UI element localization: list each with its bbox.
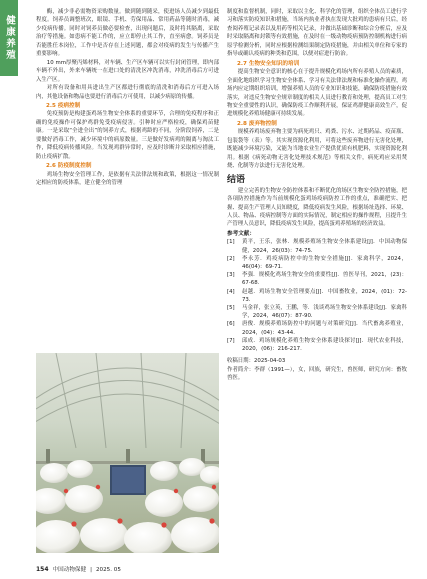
reference-index: [5]	[227, 304, 235, 311]
reference-text: 邱成．鸡场规模化养殖生物安全体系建设探讨[J]．现代农业科技，2020，(06)：216-217.	[242, 337, 407, 352]
conclusion-heading: 结语	[227, 174, 246, 185]
paragraph: 免疫预防是构建蛋鸡场生物安全体系的重要环节，合理的免疫程序和正确的免疫操作可保护鸡群免受疫病侵害。引种时应严格检疫，确保鸡苗健康。一是采取“全进全出”的饲养方式，根据鸡龄的不同，分阶段饲养，二是要做好消毒工作，减少环境中的病原数量。三是做好发病鸡的隔离与淘汰工作，降低疫病传播风险。当发现鸡群异常时，应及时诊断并采取相应措施，防止疫病扩散。	[36, 111, 219, 160]
reference-item	[227, 238, 407, 254]
reference-item	[227, 320, 407, 336]
reference-item	[227, 337, 407, 353]
article-meta	[227, 357, 407, 382]
received-date: 收稿日期：2025-04-03	[227, 358, 286, 365]
section-heading-2-5: 2.5 疫病控制	[46, 102, 81, 109]
issue-number: 2025. 05	[96, 567, 121, 573]
footer-divider: |	[90, 567, 92, 573]
journal-name: 中国动物保健	[52, 567, 87, 573]
page-footer	[36, 565, 121, 573]
reference-item	[227, 288, 407, 304]
paragraph: 提高生物安全意识的核心在于提升规模化鸡场内所有养殖人员的素质，全面化地组织学习生物安全体系、学习有关法律法规和标准化操作流程，鸡场内应定期组织培训，增强养殖人员的专业知识和技能，确保防疫措施有效落实，对违反生物安全规章制度的相关人员进行教育和处理，提高员工对生物安全重要性的认识，确保防疫工作顺利开展，保证鸡群健康高效生产，促进规模化养殖场健康可持续发展。	[227, 69, 407, 118]
reference-text: 李强．规模化鸡场生物安全的重要性[J]．兽医导刊，2021，(23)：67-68.	[242, 272, 407, 287]
section-heading-2-7: 2.7 生物安全知识的培训	[237, 60, 300, 67]
paragraph: 建立完善的生物安全防控体系和不断优化的场区生物安全防控措施，把各项防控措施作为当前规模化蛋鸡场疫病防控工作的重点，准确把实、把握、提高生产管理人员知晓度，降低疫病发生风险，根据场址选择、环境、人员、物品、疫病控制等方面的实际情况，制定相应的操作规程，且提升生产管理人员意识，降低疫病发生风险，提高蛋鸡养殖场的经济效益。	[227, 187, 407, 228]
section-heading-2-8: 2.8 废弃物控制	[237, 120, 277, 127]
reference-item	[227, 304, 407, 320]
right-column	[227, 8, 407, 383]
paragraph: 对所有设备和用具进出生产区都进行彻底的清洗和消毒后方可进入场内，其他设备和物品也要进行消毒后方可使用，以减少病原的传播。	[36, 85, 219, 100]
reference-text: 马金祥，张立英，王鹏，等．浅谈鸡场生物安全体系建设[J]．家禽科学，2024，46(07)：87-90.	[242, 304, 407, 320]
references-heading: 参考文献：	[227, 230, 255, 237]
reference-text: 赵越．鸡场生物安全管理要点[J]．中国畜牧业，2024，(01)：72-73.	[242, 288, 407, 303]
reference-list	[227, 238, 407, 353]
reference-index: [7]	[227, 337, 235, 344]
photo-illustration	[36, 353, 219, 553]
paragraph: 酶，减少非必需物资采购数量。做到随到随采，使进场人员减少到最低程度。饲养员调整班次，眼镜、手机、劳保用品、常用药品等随时消毒，减少疫病传播。同时对饲养员做必要检查，出现问题后，及时将其隔离，采取治疗等措施。如患病不能工作的，应立即停止其工作，直至病愈。饲养员是否能胜任本岗位，工作中是否存在上述问题，都会对疫病的发生与传播产生重要影响。	[36, 9, 219, 58]
section-tab-label: 健康养殖	[4, 15, 15, 61]
reference-text: 李永芳．鸡疫病防控中的生物安全措施[J]．家禽科学，2024，46(04)：69-71.	[242, 255, 407, 270]
reference-index: [4]	[227, 288, 235, 295]
left-column	[36, 8, 219, 188]
section-tab	[0, 0, 18, 76]
reference-index: [2]	[227, 255, 235, 262]
reference-item	[227, 271, 407, 287]
reference-text: 黄平，王乐，张林．规模养殖场生物安全体系建设[J]．中国动物保健，2024，26(03)：74-75.	[242, 239, 407, 254]
page-number: 154	[36, 566, 49, 573]
reference-index: [6]	[227, 321, 235, 328]
reference-item	[227, 255, 407, 271]
paragraph: 10 mm厚聚丙烯材料，对车辆、生产区车辆可以实行封闭管理，即内部车辆不外出，外来车辆统一在进口处的清洗区冲洗消毒，冲洗消毒后方可进入生产区。	[36, 59, 219, 83]
paragraph: 鸡场生物安全管理工作，是依据有关法律法规和政策，根据这一情况制定相应的防疫体系，建立健全的管理	[36, 171, 219, 187]
paragraph: 规模养鸡场废弃物主要为病死鸡只、鸡粪、污水、过期药品、疫苗瓶、包装袋等（表）等。其实现资源化利用，可将这些废弃物进行无害化处理，既能减少环境污染，又能为当地农业生产提供优质有机肥料，实现资源化利用。根据《病死动物无害化处理技术规范》等相关文件，病死鸡应采用焚烧、化制等方法进行无害化处理。	[227, 129, 407, 170]
section-heading-2-6: 2.6 防疫制度控制	[46, 163, 92, 170]
chicken-house-photo	[36, 353, 219, 553]
author-bio: 作者简介：李群（1991—），女，回族，研究生，兽医师，研究方向：畜牧兽医。	[227, 366, 407, 382]
reference-index: [1]	[227, 239, 235, 246]
reference-index: [3]	[227, 272, 235, 279]
paragraph: 制度和监督机制，同时，采取以主化、科学化的管理，组织全体员工进行学习和落实防疫知识和措施，当场内执业者执在发现大批鸡的患病有只后，经查阅养殖记录表以及用药等相关记录，并做出基础诊断和综合分析后，应及时采取隔离和封锁等有效措施，在及时在一级动物疫病预防控制机构进行病原学检测分析，同时应根据检测结果制定防疫措施，并由相关单位和专家的指导或确认疫病的种类和范围，以便对症进行防治。	[227, 9, 407, 58]
reference-text: 唐俊．规模养殖场防控中的问题与对策研究[J]．当代畜禽养殖业，2024，(04)：43-44.	[242, 321, 407, 336]
